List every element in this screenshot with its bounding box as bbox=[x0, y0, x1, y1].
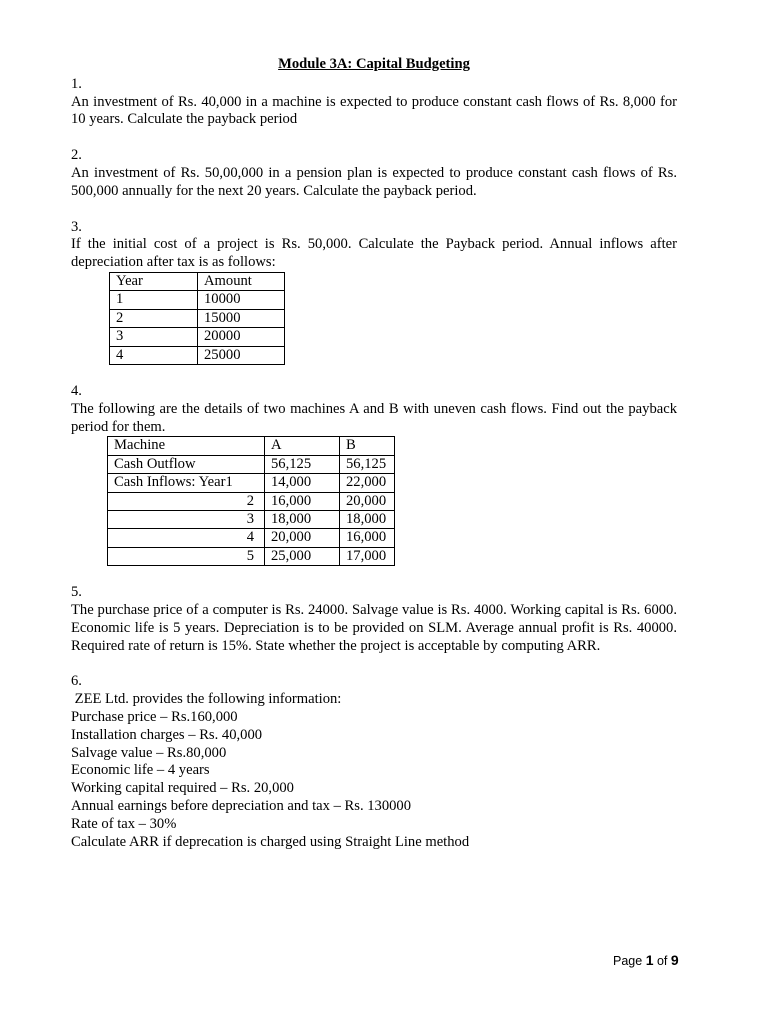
page-footer bbox=[613, 952, 679, 968]
page-title: Module 3A: Capital Budgeting bbox=[278, 56, 470, 72]
table-cell: 3 bbox=[108, 511, 265, 529]
table-row bbox=[108, 547, 395, 565]
table-row bbox=[110, 328, 285, 346]
table-cell: 20,000 bbox=[340, 492, 395, 510]
question-6-line: Annual earnings before depreciation and tax – Rs. 130000 bbox=[71, 798, 412, 814]
table-row bbox=[110, 346, 285, 364]
table-cell: 3 bbox=[110, 328, 198, 346]
table-cell: 4 bbox=[110, 346, 198, 364]
table-cell: 20,000 bbox=[265, 529, 340, 547]
table-header-cell: Year bbox=[110, 272, 198, 290]
table-header-cell: A bbox=[265, 437, 340, 455]
question-5-text: The purchase price of a computer is Rs. 24000. Salvage value is Rs. 4000. Working capital is Rs. 6000. Economic life is 5 years. Depreciation is to be provided on SLM. Average annual profit is Rs. 40000. Required rate of return is 15%. State whether the project is acceptable by computing ARR. bbox=[71, 602, 677, 654]
question-2-number: 2. bbox=[71, 147, 82, 164]
inflows-table bbox=[109, 272, 285, 365]
question-1-number: 1. bbox=[71, 75, 82, 92]
table-cell: 20000 bbox=[198, 328, 285, 346]
question-6-line: Rate of tax – 30% bbox=[71, 815, 177, 832]
table-cell: 2 bbox=[110, 309, 198, 327]
table-header-cell: Amount bbox=[198, 272, 285, 290]
machines-table bbox=[107, 436, 395, 566]
table-cell: 2 bbox=[108, 492, 265, 510]
table-header-row bbox=[108, 437, 395, 455]
question-6-line: Purchase price – Rs.160,000 bbox=[71, 709, 238, 726]
table-header-cell: Machine bbox=[108, 437, 265, 455]
table-row bbox=[108, 529, 395, 547]
table-cell: 14,000 bbox=[265, 474, 340, 492]
question-1-text: An investment of Rs. 40,000 in a machine is expected to produce constant cash flows of Rs. 8,000 for 10 years. Calculate the payback period bbox=[71, 93, 677, 128]
question-6-line: Working capital required – Rs. 20,000 bbox=[71, 780, 294, 797]
total-pages-number: 9 bbox=[670, 952, 679, 968]
question-2-text: An investment of Rs. 50,00,000 in a pension plan is expected to produce constant cash flows of Rs. 500,000 annually for the next 20 years. Calculate the payback period. bbox=[71, 164, 677, 199]
document-page bbox=[71, 56, 677, 851]
table-cell: 15000 bbox=[198, 309, 285, 327]
question-6-line: Economic life – 4 years bbox=[71, 762, 210, 779]
question-6-line: Installation charges – Rs. 40,000 bbox=[71, 726, 263, 743]
table-row bbox=[110, 309, 285, 327]
table-cell: 10000 bbox=[198, 291, 285, 309]
table-cell: 56,125 bbox=[265, 455, 340, 473]
table-cell: 18,000 bbox=[265, 511, 340, 529]
table-cell: Cash Outflow bbox=[108, 455, 265, 473]
table-cell: 16,000 bbox=[265, 492, 340, 510]
question-6-number: 6. bbox=[71, 673, 82, 690]
table-cell: 4 bbox=[108, 529, 265, 547]
table-header-cell: B bbox=[340, 437, 395, 455]
table-row bbox=[108, 511, 395, 529]
table-cell: 5 bbox=[108, 547, 265, 565]
table-header-row bbox=[110, 272, 285, 290]
table-cell: 16,000 bbox=[340, 529, 395, 547]
table-cell: 56,125 bbox=[340, 455, 395, 473]
table-cell: 17,000 bbox=[340, 547, 395, 565]
table-cell: Cash Inflows: Year1 bbox=[108, 474, 265, 492]
question-6-line: Calculate ARR if deprecation is charged using Straight Line method bbox=[71, 833, 470, 850]
question-3-number: 3. bbox=[71, 218, 82, 235]
question-6-line: Salvage value – Rs.80,000 bbox=[71, 744, 227, 761]
question-3-text: If the initial cost of a project is Rs. 50,000. Calculate the Payback period. Annual inflows after depreciation after tax is as follows: bbox=[71, 236, 677, 271]
table-row bbox=[108, 492, 395, 510]
table-row bbox=[108, 474, 395, 492]
table-cell: 25,000 bbox=[265, 547, 340, 565]
question-6-intro: ZEE Ltd. provides the following information: bbox=[71, 691, 342, 708]
of-label: of bbox=[656, 954, 668, 968]
table-cell: 18,000 bbox=[340, 511, 395, 529]
table-cell: 22,000 bbox=[340, 474, 395, 492]
table-row bbox=[108, 455, 395, 473]
table-cell: 1 bbox=[110, 291, 198, 309]
question-4-number: 4. bbox=[71, 383, 82, 399]
table-row bbox=[110, 291, 285, 309]
table-cell: 25000 bbox=[198, 346, 285, 364]
question-5-number: 5. bbox=[71, 584, 82, 601]
page-label: Page bbox=[613, 954, 643, 968]
current-page-number: 1 bbox=[645, 952, 654, 968]
question-4-text: The following are the details of two machines A and B with uneven cash flows. Find out the payback period for them. bbox=[71, 400, 677, 435]
